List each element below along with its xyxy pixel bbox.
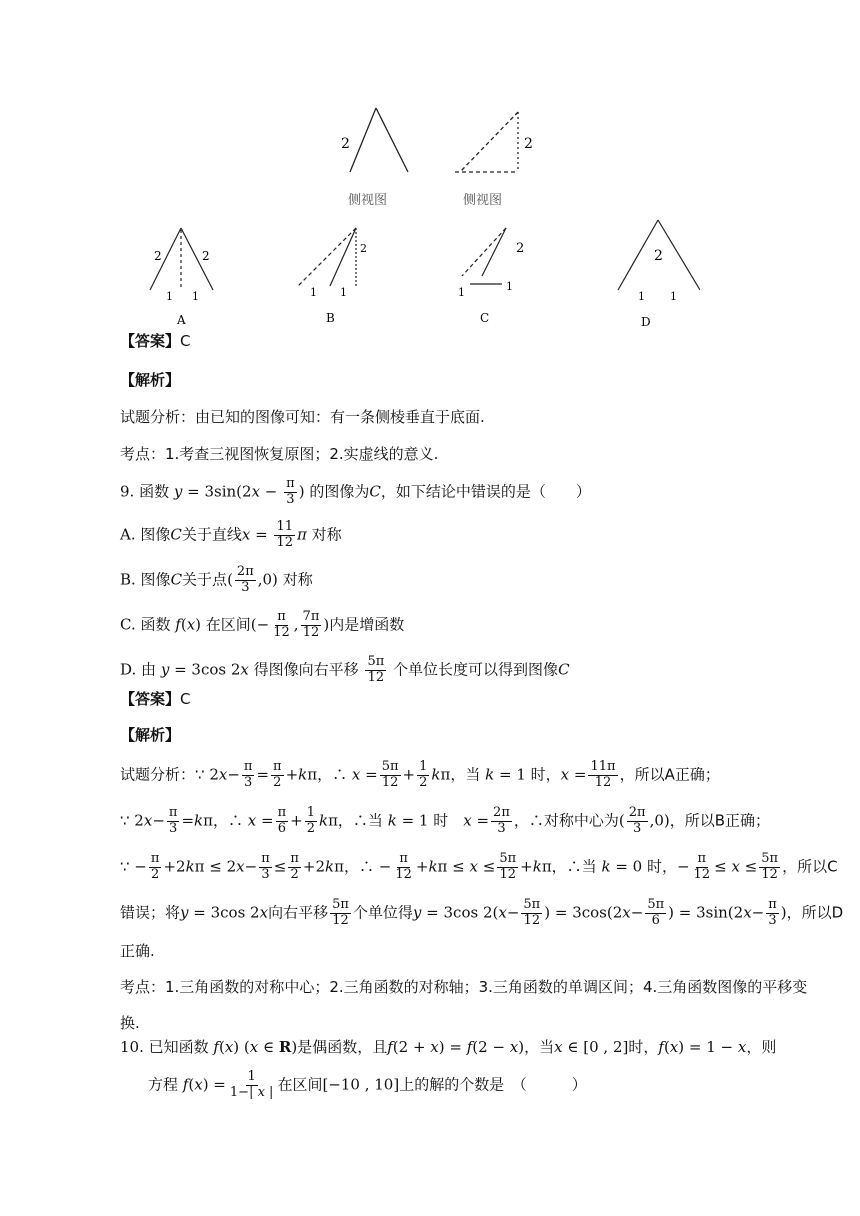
q9-answer: C — [180, 690, 191, 708]
q10-stem-mid2: ，当 — [524, 1038, 555, 1056]
q9-option-c-prefix: C. 函数 — [120, 615, 171, 634]
q9-analysis-tag-text: 【解析】 — [120, 726, 181, 744]
three-view-figure — [140, 100, 700, 330]
q9-d-shift: 向右平移 — [268, 903, 329, 922]
q8-answer-tag: 【答案】 — [120, 332, 181, 350]
option-a-dim-right: 2 — [202, 249, 210, 263]
option-d-dim-b2: 1 — [670, 290, 677, 303]
q9-option-a-prefix: A. 图像 — [120, 525, 171, 544]
q9-stem-prefix: 9. 函数 — [120, 482, 170, 501]
q8-kaodian: 考点：1.考查三视图恢复原图；2.实虚线的意义. — [120, 445, 439, 463]
option-d-dim-b1: 1 — [638, 290, 645, 303]
q9-kaodian-line1: 考点：1.三角函数的对称中心；2.三角函数的对称轴；3.三角函数的单调区间；4.三角函数图像的平移变 — [120, 978, 808, 996]
q9-analysis-line1: 试题分析：∵ 2x− $\frac{\pi}{3}$ = $\frac{\pi}{2}$ +kπ，∴ x = $\frac{5\pi}{12}$ + $\frac{1}{2}$ kπ，当 k = 1 时，x = $\frac{11\pi}{12}$ ，所以A正确； — [120, 759, 720, 790]
q9-option-d-suffix: 个单位长度可以得到图像 — [393, 660, 559, 679]
q9-option-b-suffix: 对称 — [282, 570, 313, 589]
q10-stem-prefix: 10. 已知函数 — [120, 1038, 209, 1056]
q9-option-a-mid: 关于直线 — [181, 525, 242, 544]
q9-option-b-prefix: B. 图像 — [120, 570, 171, 589]
q10-stem-mid: 是偶函数，且 — [297, 1038, 388, 1056]
side-view-dim: 2 — [524, 136, 533, 152]
q9-option-c-mid: 在区间 — [205, 615, 251, 634]
front-view — [350, 108, 408, 172]
q9-analysis-line3: ∵ − $\frac{\pi}{2}$ +2kπ ≤ 2x− $\frac{\pi}{3}$ ≤ $\frac{\pi}{2}$ +2kπ，∴ − $\frac{\pi}{12}$ +kπ ≤ x ≤ $\frac{5\pi}{12}$ +kπ，∴当 k = 0 时，− $\frac{\pi}{12}$ ≤ x ≤ $\frac{5\pi}{12}$ ，所以C — [120, 851, 838, 882]
q9-d-correct: ，所以D — [786, 903, 844, 922]
option-b-dim: 2 — [360, 242, 367, 255]
option-c-dim-b2: 1 — [506, 280, 513, 293]
q9-analysis-line4: 错误；将y = 3cos 2x向右平移 $\frac{5\pi}{12}$ 个单位得y = 3cos 2(x− $\frac{5\pi}{12}$ ) = 3cos(2x− $\frac{5\pi}{6}$ ) = 3sin(2x− $\frac{\pi}{3}$ )，所以D — [120, 897, 844, 928]
q9-option-d-prefix: D. 由 — [120, 660, 157, 679]
option-c-dim-b1: 1 — [458, 286, 465, 299]
q10-stem: 10. 已知函数 f(x) (x ∈ R)是偶函数，且f(2 + x) = f(2 − x)，当x ∈ [0 , 2]时，f(x) = 1 − x，则 — [120, 1038, 777, 1056]
q10-line2-prefix: 方程 — [148, 1075, 179, 1094]
q9-kaodian-line2: 换. — [120, 1014, 140, 1032]
option-a-dim-b1: 1 — [166, 290, 173, 303]
q9-stem-tail: ，如下结论中错误的是（ ） — [380, 482, 591, 501]
option-a-dim-b2: 1 — [192, 290, 199, 303]
side-view — [455, 112, 518, 172]
q8-analysis-text: 试题分析：由已知的图像可知：有一条侧棱垂直于底面. — [120, 408, 485, 426]
q9-analysis-line5: 正确. — [120, 942, 155, 960]
option-a-label: A — [177, 313, 186, 327]
q9-option-c-suffix: 内是增函数 — [329, 615, 405, 634]
q10-line2-mid: 在区间 — [277, 1075, 323, 1094]
q10-line2: 方程 f(x) = $\frac{1}{1-| x |}$ 在区间[−10 , 10]上的解的个数是 （ ） — [148, 1069, 587, 1100]
q10-stem-tail: ，则 — [746, 1038, 777, 1056]
q9-answer-tag: 【答案】 — [120, 690, 181, 708]
q9-option-a-suffix: 对称 — [311, 525, 342, 544]
option-c-figure — [462, 228, 506, 284]
q9-option-a: A. 图像C关于直线x = $\frac{11}{12}$ π 对称 — [120, 519, 342, 550]
q9-analysis-lead: 试题分析： — [120, 765, 196, 784]
option-b-label: B — [326, 311, 335, 325]
q8-answer-line — [120, 334, 191, 349]
q8-analysis-tag-text: 【解析】 — [120, 371, 181, 389]
front-view-label: 侧视图 — [348, 193, 388, 208]
front-view-dim: 2 — [341, 136, 350, 152]
q9-stem-suffix: 的图像为 — [309, 482, 370, 501]
option-c-dim: 2 — [516, 241, 525, 256]
q8-answer: C — [180, 332, 191, 350]
q8-analysis-tag — [120, 373, 180, 388]
q9-answer-line — [120, 692, 191, 707]
q9-b-correct: ，所以B正确； — [669, 811, 771, 830]
option-d-label: D — [641, 315, 651, 329]
q9-analysis-line2: ∵ 2x− $\frac{\pi}{3}$ =kπ，∴ x = $\frac{\pi}{6}$ + $\frac{1}{2}$ kπ，∴当 k = 1 时 x = $\frac{2\pi}{3}$ ，∴对称中心为( $\frac{2\pi}{3}$ ,0)，所以B正确； — [120, 805, 771, 836]
side-view-label: 侧视图 — [463, 193, 503, 208]
q9-d-units: 个单位得 — [352, 903, 413, 922]
q9-option-b: B. 图像C关于点( $\frac{2\pi}{3}$ ,0) 对称 — [120, 564, 313, 595]
option-b-dim-b1: 1 — [310, 286, 317, 299]
q9-option-b-mid: 关于点 — [182, 570, 228, 589]
option-c-label: C — [480, 311, 490, 325]
q9-analysis-tag — [120, 728, 180, 743]
q10-stem-mid3: 时， — [628, 1038, 659, 1056]
option-b-figure — [298, 228, 356, 286]
q9-c-wrong-2: 错误；将 — [120, 903, 181, 922]
q9-c-wrong: ，所以C — [782, 857, 838, 876]
q9-a-correct: ，所以A正确； — [619, 765, 720, 784]
option-a-dim-left: 2 — [154, 249, 162, 263]
q9-stem: 9. 函数 y = 3sin(2x − $\frac{\pi}{3}$ ) 的图像为C，如下结论中错误的是（ ） — [120, 476, 591, 507]
option-b-dim-b2: 1 — [340, 286, 347, 299]
q9-option-c: C. 函数 f(x) 在区间(− $\frac{\pi}{12}$ , $\frac{7\pi}{12}$ )内是增函数 — [120, 609, 405, 640]
q9-option-d: D. 由 y = 3cos 2x 得图像向右平移 $\frac{5\pi}{12}$ 个单位长度可以得到图像C — [120, 654, 570, 685]
q10-line2-tail: 上的解的个数是 （ ） — [399, 1075, 587, 1094]
option-d-dim: 2 — [654, 248, 663, 264]
q9-option-d-mid: 得图像向右平移 — [253, 660, 359, 679]
